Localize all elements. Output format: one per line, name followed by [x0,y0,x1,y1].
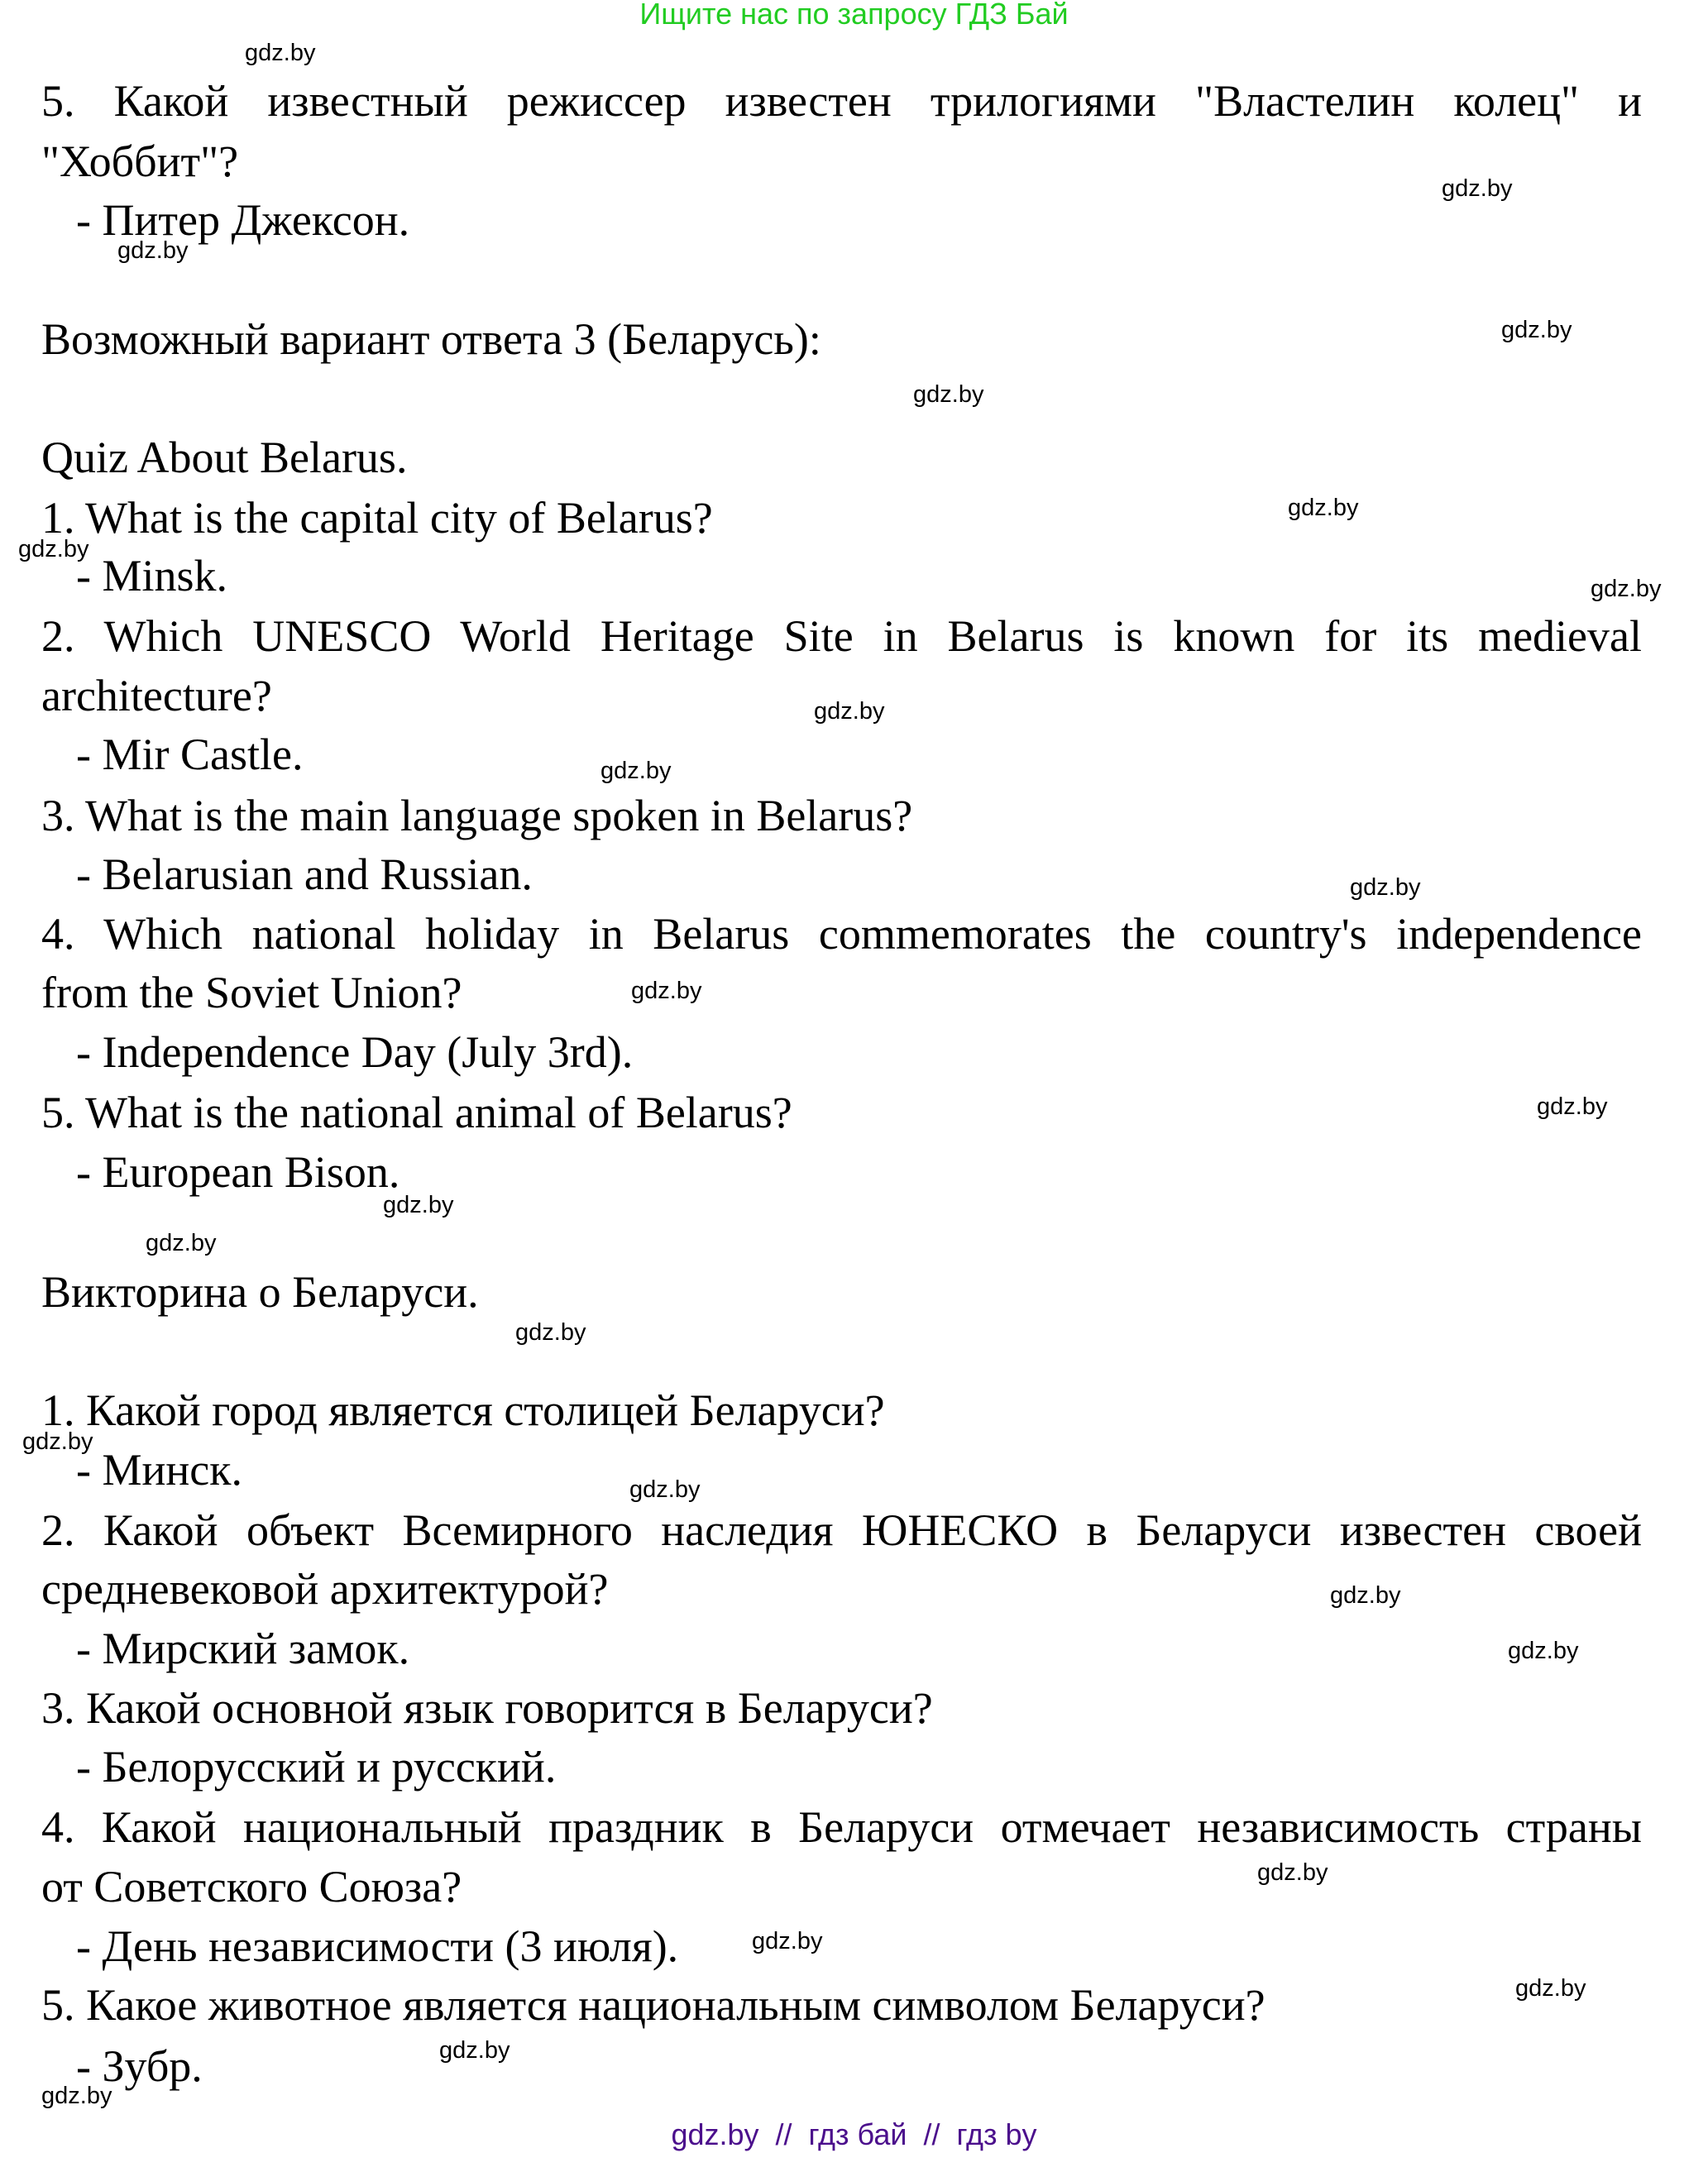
answer-line: - Зубр. [76,2041,203,2091]
question-line: architecture? [41,671,272,720]
watermark-text: gdz.by [146,1230,217,1256]
watermark-text: gdz.by [629,1476,701,1503]
watermark-text: gdz.by [1508,1638,1579,1664]
question-line: 5. Какое животное является национальным символом Беларуси? [41,1980,1265,2030]
watermark-text: gdz.by [913,381,984,408]
watermark-text: gdz.by [515,1319,586,1346]
question-line: 1. Какой город является столицей Беларуси? [41,1385,885,1435]
watermark-text: gdz.by [18,536,89,562]
watermark-text: gdz.by [117,237,189,264]
answer-line: - Mir Castle. [76,730,304,779]
question-line: 2. Which UNESCO World Heritage Site in Belarus is known for its medieval [41,611,1642,661]
answer-line: - Минск. [76,1445,242,1495]
answer-line: - Мирский замок. [76,1624,410,1673]
answer-line: - День независимости (3 июля). [76,1921,679,1971]
question-line: 3. Какой основной язык говорится в Беларуси? [41,1683,933,1733]
question-line: "Хоббит"? [41,136,239,186]
watermark-text: gdz.by [1350,874,1421,901]
question-line: Викторина о Беларуси. [41,1267,479,1317]
watermark-text: gdz.by [600,758,672,784]
question-line: 3. What is the main language spoken in Belarus? [41,791,913,840]
question-line: средневековой архитектурой? [41,1564,609,1614]
answer-line: - Independence Day (July 3rd). [76,1027,634,1077]
question-line: 4. Which national holiday in Belarus commemorates the country's independence [41,909,1642,959]
watermark-text: gdz.by [1537,1093,1608,1120]
watermark-text: gdz.by [631,978,702,1004]
question-line: 1. What is the capital city of Belarus? [41,493,713,543]
question-line: Возможный вариант ответа 3 (Беларусь): [41,314,821,364]
watermark-text: gdz.by [1330,1582,1401,1609]
watermark-text: gdz.by [1591,576,1662,602]
question-line: 2. Какой объект Всемирного наследия ЮНЕСКО в Беларуси известен своей [41,1505,1642,1555]
search-promo-banner: Ищите нас по запросу ГДЗ Бай [639,0,1069,31]
watermark-text: gdz.by [41,2083,112,2109]
watermark-text: gdz.by [245,40,316,66]
watermark-text: gdz.by [1515,1975,1586,2002]
question-line: 5. What is the national animal of Belarus? [41,1088,792,1137]
answer-line: - Питер Джексон. [76,195,410,245]
answer-line: - Minsk. [76,551,228,600]
watermark-text: gdz.by [1442,175,1513,202]
answer-line: - European Bison. [76,1147,400,1197]
watermark-text: gdz.by [1501,317,1572,343]
question-line: от Советского Союза? [41,1862,462,1911]
watermark-text: gdz.by [752,1928,823,1954]
watermark-text: gdz.by [1257,1859,1328,1886]
answer-line: - Белорусский и русский. [76,1742,557,1792]
footer-links[interactable]: gdz.by // гдз бай // гдз by [671,2117,1037,2151]
watermark-text: gdz.by [22,1428,93,1455]
question-line: 5. Какой известный режиссер известен трилогиями "Властелин колец" и [41,76,1642,126]
question-line: Quiz About Belarus. [41,433,408,482]
question-line: from the Soviet Union? [41,968,462,1017]
watermark-text: gdz.by [439,2037,510,2064]
watermark-text: gdz.by [1288,495,1359,521]
watermark-text: gdz.by [814,698,885,725]
question-line: 4. Какой национальный праздник в Беларуси отмечает независимость страны [41,1802,1642,1852]
answer-line: - Belarusian and Russian. [76,849,533,899]
watermark-text: gdz.by [383,1192,454,1218]
